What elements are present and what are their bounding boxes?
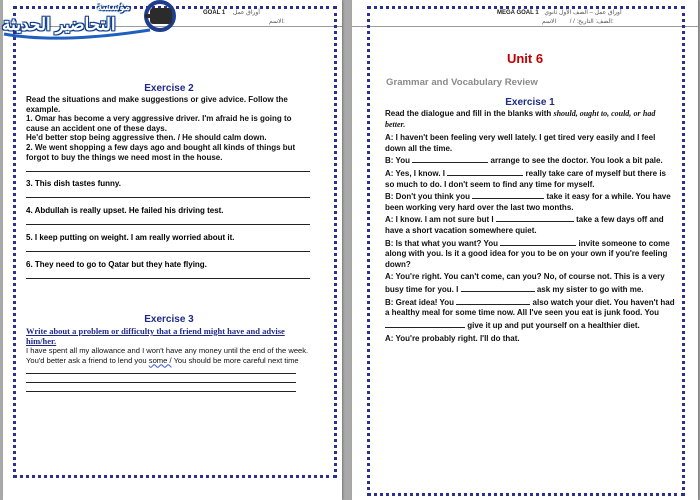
publisher-logo xyxy=(0,0,200,44)
answer-line-ex3-3[interactable] xyxy=(26,391,296,392)
dialogue-line-1: A: I haven't been feeling very well lately. I get tired very easily and I feel down all the time. xyxy=(385,133,656,153)
fill-blank-2[interactable] xyxy=(447,167,523,176)
exercise-2-item-1: 1. Omar has become a very aggressive driver. I'm afraid he is going to cause an accident one of these days. xyxy=(26,114,292,133)
exercise-2-item-5: 5. I keep putting on weight. I am really worried about it. xyxy=(26,233,235,243)
exercise-2-example-answer: He'd better stop being aggressive then. / He should calm down. xyxy=(26,133,267,143)
logo-small-text: مؤسسة xyxy=(97,2,131,13)
exercise-3-title: Exercise 3 xyxy=(144,314,194,325)
header-brand: GOAL 1 xyxy=(203,10,226,16)
unit-title-row xyxy=(352,51,698,66)
exercise-1-instruction xyxy=(385,109,675,130)
review-title: Grammar and Vocabulary Review xyxy=(386,77,538,88)
fill-blank-6[interactable] xyxy=(461,283,535,292)
header-worksheets-label: أوراق عمل – الصف الأول ثانوي xyxy=(544,10,622,16)
dialogue-line-9: A: You're probably right. I'll do that. xyxy=(385,334,520,344)
dialogue-line-8: B: Great idea! You also watch your diet. You haven't had a healthy meal for some time now. All I've seen you eat is junk food. You give it up and put yourself on a healthier diet. xyxy=(385,297,675,330)
instruction-or: or xyxy=(633,109,641,118)
exercise-1-title: Exercise 1 xyxy=(505,97,555,108)
dialogue-line-5: A: I know. I am not sure but I take a few days off and have a short vacation somewhere quiet. xyxy=(385,215,664,235)
exercise-3 xyxy=(26,314,312,392)
dialogue xyxy=(385,133,675,345)
dialogue-line-7: A: You're right. You can't come, can you? No, of course not. This is a very busy time for you. I ask my sister to go with me. xyxy=(385,272,665,294)
exercise-1 xyxy=(385,97,675,345)
exercise-2-title: Exercise 2 xyxy=(144,83,194,94)
exercise-3-answer-part-1: I have spent all my allowance and I won't have any money until the end of the week. You'd better ask a friend to lend you xyxy=(26,346,309,365)
dialogue-line-3: A: Yes, I know. I really take care of myself but there is so much to do. I don't seem to find any time for myself. xyxy=(385,168,667,189)
instruction-modal-words: should, ought to, could, xyxy=(553,109,632,118)
unit-title: Unit 6 xyxy=(506,51,544,66)
fill-blank-5[interactable] xyxy=(500,237,576,246)
header-worksheets-label: أوراق عمل xyxy=(232,10,260,16)
instruction-prefix: Read the dialogue and fill in the blanks with xyxy=(385,109,552,118)
exercise-3-answer-part-2: You should be more careful next time xyxy=(173,355,299,365)
header-date-label: التاريخ: / / xyxy=(569,19,594,25)
header-brand: MEGA GOAL 1 xyxy=(497,10,539,16)
left-page xyxy=(3,0,342,500)
header-name-label: الاسم: xyxy=(269,19,285,25)
dialogue-line-2: B: You arrange to see the doctor. You look a bit pale. xyxy=(385,156,663,166)
fill-blank-8[interactable] xyxy=(385,319,465,328)
fill-blank-3[interactable] xyxy=(472,190,544,199)
right-page xyxy=(352,0,698,500)
header-name-label: الاسم: xyxy=(542,19,614,25)
header-class-label: الصف: xyxy=(595,19,612,25)
exercise-2-item-6: 6. They need to go to Qatar but they hate flying. xyxy=(26,260,207,270)
exercise-2-item-4: 4. Abdullah is really upset. He failed his driving test. xyxy=(26,206,224,216)
exercise-2-item-2: 2. We went shopping a few days ago and bought all kinds of things but forgot to buy the things we need most in the house. xyxy=(26,142,296,162)
dialogue-line-4: B: Don't you think you take it easy for a while. You have been working very hard over the last two months. xyxy=(385,192,671,212)
exercise-3-answer[interactable] xyxy=(26,346,312,365)
fill-blank-4[interactable] xyxy=(496,213,574,222)
exercise-2 xyxy=(26,83,312,279)
logo-main-text: التحاضير الحديثة xyxy=(2,15,116,34)
exercise-2-instruction: Read the situations and make suggestions or give advice. Follow the example. xyxy=(26,95,288,114)
answer-line-6[interactable] xyxy=(26,278,310,279)
fill-blank-7[interactable] xyxy=(456,296,530,305)
exercise-2-item-3: 3. This dish tastes funny. xyxy=(26,179,121,189)
instruction-had-better: had better. xyxy=(385,109,656,129)
dialogue-line-6: B: Is that what you want? You invite someone to come along with you. Is it a good idea for you to be on your own if you're feeling down? xyxy=(385,238,670,269)
review-title-row xyxy=(386,77,698,88)
spellcheck-squiggle: some / xyxy=(148,355,172,365)
exercise-3-instruction: Write about a problem or difficulty that a friend might have and advise him/her. xyxy=(26,326,285,346)
fill-blank-1[interactable] xyxy=(412,154,488,163)
